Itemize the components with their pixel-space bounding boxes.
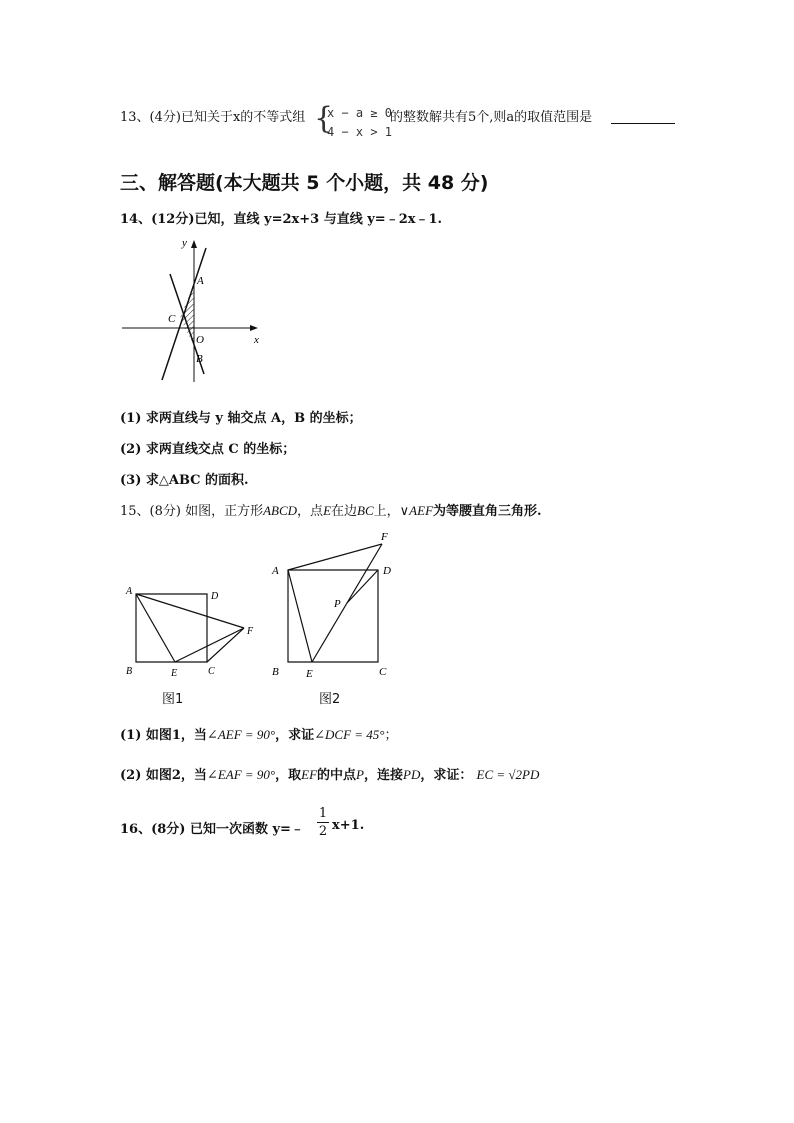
segment-af [288, 544, 382, 570]
q13-suffix: 的整数解共有5个,则a的取值范围是 [390, 110, 593, 125]
segment-ef [175, 628, 244, 662]
segment-ae [288, 570, 312, 662]
fig1-caption: 图1 [162, 692, 184, 707]
q15-sub2: (2) 如图2，当∠EAF = 90°，取EF的中点P，连接PD，求证： EC = √2PD [120, 767, 540, 783]
q14-sub2: (2) 求两直线交点 C 的坐标； [120, 442, 296, 457]
q15-stem: 15、(8分) 如图，正方形ABCD，点E在边BC上，∨AEF为等腰直角三角形. [120, 503, 542, 519]
fig2-caption: 图2 [319, 692, 341, 707]
q16-prefix: 16、(8分) 已知一次函数 y=﹣ [120, 822, 304, 837]
system-brace: { [314, 101, 334, 136]
fig2-label-f: F [381, 531, 388, 543]
fig2-label-d: D [383, 565, 391, 577]
frac-bar [317, 822, 329, 823]
fig1-label-c: C [208, 666, 215, 677]
q14-graph [118, 232, 268, 384]
q13-prefix: 13、(4分)已知关于x的不等式组 [120, 110, 306, 125]
fig1-label-e: E [171, 668, 178, 679]
fig2-label-a: A [272, 565, 279, 577]
q14-stem: 14、(12分)已知，直线 y=2x+3 与直线 y=﹣2x﹣1. [120, 212, 443, 227]
answer-blank [611, 105, 675, 124]
q15-sub1: (1) 如图1，当∠AEF = 90°，求证∠DCF = 45°； [120, 727, 398, 743]
label-c: C [168, 313, 176, 325]
inequality-1: x − a ≥ 0 [327, 106, 393, 120]
figure-2 [266, 528, 396, 680]
q14-sub3: (3) 求△ABC 的面积. [120, 473, 249, 488]
fig1-label-b: B [126, 666, 133, 677]
segment-cf [207, 628, 244, 662]
fig1-label-f: F [247, 626, 254, 637]
label-o: O [196, 334, 204, 346]
section-heading: 三、解答题(本大题共 5 个小题，共 48 分) [120, 172, 489, 194]
fig2-label-e: E [306, 668, 313, 680]
q16-suffix: x+1. [332, 818, 365, 833]
inequality-2: 4 − x > 1 [327, 125, 393, 139]
label-b: B [196, 353, 203, 365]
q14-sub1: (1) 求两直线与 y 轴交点 A，B 的坐标； [120, 411, 362, 426]
fig1-label-d: D [211, 591, 219, 602]
fig2-label-b: B [272, 666, 279, 678]
label-y: y [182, 237, 187, 249]
fig2-label-p: P [334, 598, 341, 610]
fig2-label-c: C [379, 666, 387, 678]
figure-1 [120, 580, 260, 682]
fig1-label-a: A [126, 586, 133, 597]
label-a: A [197, 275, 204, 287]
frac-numerator: 1 [318, 806, 328, 821]
label-x: x [254, 334, 259, 346]
q16-fraction [317, 806, 329, 839]
x-axis-arrow [250, 325, 258, 331]
frac-denominator: 2 [318, 824, 328, 839]
segment-pd [347, 570, 378, 603]
y-axis-arrow [191, 240, 197, 248]
